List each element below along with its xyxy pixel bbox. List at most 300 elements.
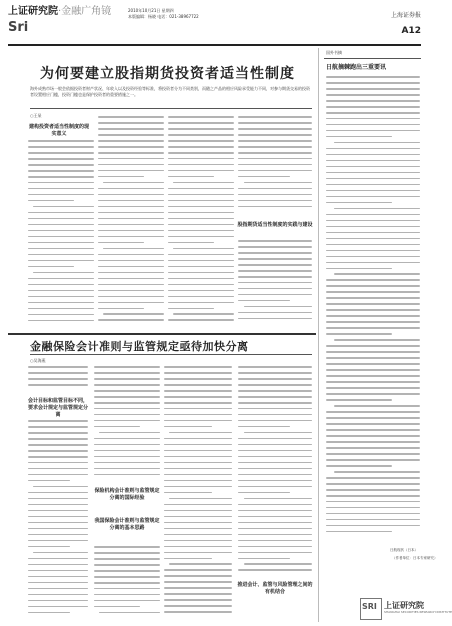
text-line xyxy=(28,284,94,286)
text-line xyxy=(326,291,420,293)
text-line xyxy=(28,462,88,464)
text-line xyxy=(98,212,164,214)
text-line xyxy=(326,106,420,108)
text-line xyxy=(326,172,420,174)
text-line xyxy=(326,387,420,389)
text-line xyxy=(238,134,312,136)
article1-col-4a xyxy=(238,116,312,216)
text-line xyxy=(326,136,392,138)
text-line xyxy=(326,279,420,281)
text-line xyxy=(238,200,312,202)
text-line xyxy=(164,486,232,488)
text-line xyxy=(94,600,160,602)
text-line xyxy=(326,250,420,252)
research-institute-logo xyxy=(360,598,452,620)
text-line xyxy=(164,534,232,536)
text-line xyxy=(28,164,94,166)
text-line xyxy=(98,146,164,148)
text-line xyxy=(326,333,392,335)
text-line xyxy=(169,432,232,434)
text-line xyxy=(94,390,160,392)
right-column-byline: 日航现状（日本） xyxy=(390,548,418,552)
text-line xyxy=(326,531,392,533)
text-line xyxy=(238,474,312,476)
text-line xyxy=(334,471,420,473)
text-line xyxy=(238,516,312,518)
text-line xyxy=(326,100,420,102)
text-line xyxy=(28,218,94,220)
text-line xyxy=(28,522,88,524)
text-line xyxy=(326,429,420,431)
text-line xyxy=(164,605,232,607)
text-line xyxy=(334,273,420,275)
text-line xyxy=(103,182,164,184)
text-line xyxy=(28,444,88,446)
text-line xyxy=(164,456,232,458)
text-line xyxy=(164,390,232,392)
text-line xyxy=(238,486,312,488)
text-line xyxy=(238,288,312,290)
text-line xyxy=(326,285,420,287)
text-line xyxy=(28,176,94,178)
text-line xyxy=(168,260,234,262)
text-line xyxy=(168,224,234,226)
text-line xyxy=(164,510,232,512)
article1-lede: 海外成熟市场一般会依据投资者财产状况、年收入以及投资经验等标准，将投资者分为不同类别，而随之产品的相应风险承受能力不同，对参与期货交易的投资者设置相应门槛，投资门槛也是保护投资者的重要措施之一。 xyxy=(30,86,310,97)
text-line xyxy=(94,402,160,404)
text-line xyxy=(168,296,234,298)
text-line xyxy=(326,315,420,317)
text-line xyxy=(326,321,420,323)
text-line xyxy=(168,128,234,130)
text-line xyxy=(238,300,290,302)
text-line xyxy=(326,363,420,365)
text-line xyxy=(238,282,312,284)
article1-col-1 xyxy=(28,140,94,328)
article2-subhead-3: 我国保险会计准则与监管规定分离的基本思路 xyxy=(94,518,160,531)
text-line xyxy=(98,158,164,160)
text-line xyxy=(98,218,164,220)
text-line xyxy=(244,563,312,565)
text-line xyxy=(28,558,88,560)
text-line xyxy=(94,456,160,458)
text-line xyxy=(99,612,160,614)
text-line xyxy=(28,540,88,542)
text-line xyxy=(164,408,232,410)
right-column-body xyxy=(326,76,420,542)
masthead-rule xyxy=(8,44,421,46)
text-line xyxy=(164,426,212,428)
text-line xyxy=(94,378,160,380)
text-line xyxy=(28,170,94,172)
text-line xyxy=(98,152,164,154)
text-line xyxy=(238,176,290,178)
text-line xyxy=(164,522,232,524)
article1-col-2 xyxy=(98,116,164,328)
text-line xyxy=(28,534,88,536)
masthead-date: 2010年10月21日 星期四 xyxy=(128,8,174,13)
text-line xyxy=(94,414,160,416)
text-line xyxy=(98,176,144,178)
text-line xyxy=(326,82,420,84)
text-line xyxy=(164,444,232,446)
text-line xyxy=(326,453,420,455)
text-line xyxy=(164,480,232,482)
text-line xyxy=(164,575,232,577)
lede-divider xyxy=(30,108,312,109)
text-line xyxy=(326,202,392,204)
text-line xyxy=(164,396,232,398)
text-line xyxy=(98,254,164,256)
text-line xyxy=(326,501,420,503)
text-line xyxy=(238,378,312,380)
text-line xyxy=(164,384,232,386)
text-line xyxy=(334,208,420,210)
text-line xyxy=(326,525,420,527)
masthead-title-text: 上证研究院 xyxy=(8,6,58,17)
text-line xyxy=(98,164,164,166)
text-line xyxy=(238,122,312,124)
text-line xyxy=(168,170,234,172)
text-line xyxy=(238,420,312,422)
text-line xyxy=(238,264,312,266)
article2-col-2b xyxy=(94,546,160,620)
text-line xyxy=(238,206,312,208)
text-line xyxy=(326,393,420,395)
text-line xyxy=(164,474,232,476)
text-line xyxy=(98,290,164,292)
text-line xyxy=(238,552,312,554)
text-line xyxy=(238,504,312,506)
text-line xyxy=(238,270,312,272)
text-line xyxy=(238,152,312,154)
text-line xyxy=(94,396,160,398)
text-line xyxy=(28,474,88,476)
text-line xyxy=(28,290,94,292)
text-line xyxy=(98,128,164,130)
text-line xyxy=(28,498,88,500)
text-line xyxy=(326,196,420,198)
article1-col-4b xyxy=(238,240,312,328)
text-line xyxy=(238,462,312,464)
text-line xyxy=(98,302,164,304)
text-line xyxy=(94,372,160,374)
text-line xyxy=(103,248,164,250)
text-line xyxy=(326,447,420,449)
text-line xyxy=(28,308,94,310)
text-line xyxy=(238,240,312,242)
right-column-label: 国外书摘 xyxy=(326,50,342,55)
article2-col-1b xyxy=(28,420,88,620)
text-line xyxy=(94,462,160,464)
text-line xyxy=(326,519,420,521)
text-line xyxy=(326,178,420,180)
text-line xyxy=(28,600,88,602)
text-line xyxy=(168,218,234,220)
text-line xyxy=(326,477,420,479)
masthead-meta xyxy=(128,8,199,20)
text-line xyxy=(94,408,160,410)
text-line xyxy=(28,266,74,268)
text-line xyxy=(238,480,312,482)
text-line xyxy=(168,164,234,166)
text-line xyxy=(98,206,164,208)
text-line xyxy=(94,588,160,590)
text-line xyxy=(28,254,94,256)
masthead-title xyxy=(8,6,111,18)
text-line xyxy=(326,441,420,443)
text-line xyxy=(28,278,94,280)
text-line xyxy=(28,438,88,440)
text-line xyxy=(326,435,420,437)
text-line xyxy=(98,284,164,286)
text-line xyxy=(326,154,420,156)
text-line xyxy=(244,432,312,434)
text-line xyxy=(238,258,312,260)
text-line xyxy=(28,450,88,452)
text-line xyxy=(238,146,312,148)
text-line xyxy=(28,260,94,262)
text-line xyxy=(168,176,214,178)
text-line xyxy=(164,504,232,506)
page-number: A12 xyxy=(401,26,421,36)
text-line xyxy=(28,188,94,190)
text-line xyxy=(238,318,312,320)
text-line xyxy=(28,510,88,512)
text-line xyxy=(238,246,312,248)
text-line xyxy=(168,158,234,160)
text-line xyxy=(28,366,88,368)
text-line xyxy=(334,405,420,407)
text-line xyxy=(168,319,234,321)
text-line xyxy=(168,194,234,196)
text-line xyxy=(94,468,160,470)
text-line xyxy=(33,552,88,554)
text-line xyxy=(98,272,164,274)
text-line xyxy=(168,188,234,190)
text-line xyxy=(28,504,88,506)
text-line xyxy=(98,194,164,196)
text-line xyxy=(164,378,232,380)
text-line xyxy=(164,402,232,404)
article1-subhead-2: 股指期货适当性制度的实践与建设 xyxy=(237,222,313,228)
text-line xyxy=(326,417,420,419)
text-line xyxy=(28,492,88,494)
right-column-headline: 日航摘棘跑出三重要讯 xyxy=(326,64,387,71)
text-line xyxy=(238,366,312,368)
text-line xyxy=(98,242,144,244)
article2-subhead-4: 推进会计、监管与风险管理之间的有机结合 xyxy=(237,582,313,595)
text-line xyxy=(98,200,164,202)
text-line xyxy=(28,200,74,202)
text-line xyxy=(28,242,94,244)
text-line xyxy=(33,272,94,274)
text-line xyxy=(94,582,160,584)
text-line xyxy=(168,302,234,304)
text-line xyxy=(238,522,312,524)
text-line xyxy=(238,252,312,254)
text-line xyxy=(94,384,160,386)
article1-headline: 为何要建立股指期货投资者适当性制度 xyxy=(40,66,295,82)
text-line xyxy=(238,188,312,190)
text-line xyxy=(326,489,420,491)
text-line xyxy=(238,450,312,452)
text-line xyxy=(326,160,420,162)
text-line xyxy=(326,214,420,216)
section-code: Sri xyxy=(8,20,29,35)
text-line xyxy=(94,606,140,608)
text-line xyxy=(238,468,312,470)
text-line xyxy=(326,375,420,377)
text-line xyxy=(28,230,94,232)
text-line xyxy=(326,262,420,264)
text-line xyxy=(168,122,234,124)
text-line xyxy=(28,302,94,304)
text-line xyxy=(238,402,312,404)
masthead-editor: 本版编辑：杨晓 电话：021-38967722 xyxy=(128,14,199,19)
text-line xyxy=(238,569,312,571)
text-line xyxy=(98,188,164,190)
text-line xyxy=(98,296,164,298)
text-line xyxy=(326,244,420,246)
text-line xyxy=(326,220,420,222)
text-line xyxy=(326,130,420,132)
text-line xyxy=(98,230,164,232)
text-line xyxy=(28,516,88,518)
article2-col-4 xyxy=(238,366,312,576)
article1-byline: ○王杲 xyxy=(30,113,42,118)
right-column-rule xyxy=(324,58,421,59)
text-line xyxy=(28,564,88,566)
text-line xyxy=(168,152,234,154)
text-line xyxy=(326,184,420,186)
text-line xyxy=(238,158,312,160)
text-line xyxy=(168,230,234,232)
article2-subhead-1: 会计目标和监管目标不同，要求会计规定与监管规定分离 xyxy=(28,398,89,418)
text-line xyxy=(326,226,420,228)
text-line xyxy=(326,483,420,485)
text-line xyxy=(238,372,312,374)
text-line xyxy=(28,158,94,160)
text-line xyxy=(28,182,94,184)
article2-headline: 金融保险会计准则与监管规定亟待加快分离 xyxy=(30,340,249,353)
text-line xyxy=(238,546,312,548)
text-line xyxy=(238,456,312,458)
text-line xyxy=(238,384,312,386)
text-line xyxy=(164,438,232,440)
text-line xyxy=(168,284,234,286)
text-line xyxy=(28,588,88,590)
text-line xyxy=(326,513,420,515)
text-line xyxy=(238,276,312,278)
text-line xyxy=(164,528,232,530)
text-line xyxy=(238,540,312,542)
text-line xyxy=(173,248,234,250)
text-line xyxy=(326,411,420,413)
text-line xyxy=(326,238,420,240)
text-line xyxy=(326,351,420,353)
text-line xyxy=(98,116,164,118)
text-line xyxy=(238,438,312,440)
text-line xyxy=(326,76,420,78)
text-line xyxy=(94,564,160,566)
text-line xyxy=(168,200,234,202)
text-line xyxy=(168,146,234,148)
section-divider xyxy=(8,333,316,335)
text-line xyxy=(28,236,94,238)
text-line xyxy=(326,88,420,90)
text-line xyxy=(164,558,212,560)
text-line xyxy=(173,313,234,315)
text-line xyxy=(168,236,234,238)
text-line xyxy=(28,296,94,298)
text-line xyxy=(94,576,160,578)
text-line xyxy=(326,256,420,258)
text-line xyxy=(28,546,70,548)
text-line xyxy=(98,122,164,124)
masthead-subtitle: ·金融广角镜 xyxy=(58,6,112,17)
text-line xyxy=(28,146,94,148)
text-line xyxy=(28,152,94,154)
logo-mark: SRI xyxy=(362,602,377,611)
text-line xyxy=(94,426,140,428)
text-line xyxy=(28,576,88,578)
text-line xyxy=(28,420,88,422)
text-line xyxy=(326,124,420,126)
text-line xyxy=(238,510,312,512)
article2-byline: ○吴海燕 xyxy=(30,358,46,363)
text-line xyxy=(164,587,232,589)
text-line xyxy=(326,369,420,371)
text-line xyxy=(238,128,312,130)
text-line xyxy=(238,528,312,530)
text-line xyxy=(326,495,420,497)
text-line xyxy=(28,594,88,596)
text-line xyxy=(164,611,232,613)
text-line xyxy=(164,540,232,542)
text-line xyxy=(164,569,232,571)
text-line xyxy=(326,399,392,401)
right-column-divider xyxy=(318,48,319,622)
text-line xyxy=(164,492,212,494)
text-line xyxy=(28,468,88,470)
article2-subhead-2: 保险机构会计准则与监管规定分离的国际经验 xyxy=(94,488,160,501)
text-line xyxy=(326,232,420,234)
text-line xyxy=(326,357,420,359)
text-line xyxy=(238,164,312,166)
text-line xyxy=(164,593,232,595)
text-line xyxy=(168,272,234,274)
text-line xyxy=(164,516,232,518)
text-line xyxy=(326,507,420,509)
text-line xyxy=(326,166,420,168)
text-line xyxy=(164,372,232,374)
article1-col-3 xyxy=(168,116,234,328)
text-line xyxy=(238,396,312,398)
text-line xyxy=(244,182,312,184)
text-line xyxy=(28,606,88,608)
text-line xyxy=(326,309,420,311)
article2-col-3 xyxy=(164,366,232,620)
text-line xyxy=(94,474,160,476)
text-line xyxy=(168,134,234,136)
text-line xyxy=(238,534,312,536)
masthead xyxy=(8,6,421,42)
text-line xyxy=(94,450,160,452)
text-line xyxy=(238,116,312,118)
text-line xyxy=(238,558,290,560)
text-line xyxy=(164,420,232,422)
